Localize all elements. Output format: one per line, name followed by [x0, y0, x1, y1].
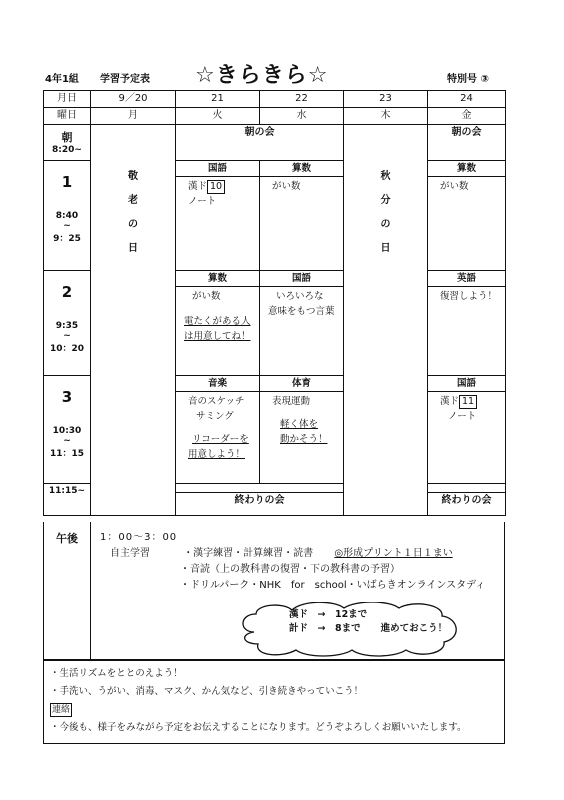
- holiday-mon: 敬 老 の 日: [91, 125, 176, 516]
- period-1: 1 8:40 ~ 9：25: [44, 161, 91, 271]
- note-line-2: ・手洗い、うがい、消毒、マスク、かん気など、引き続きやっていこう！: [50, 686, 364, 697]
- doc-type: 学習予定表: [100, 74, 150, 85]
- date-label: 月日: [44, 91, 91, 108]
- note-line-1: ・生活リズムをととのえよう！: [50, 668, 183, 679]
- notes-section: [43, 660, 505, 744]
- wed-p2: 国語 いろいろな 意味をもつ言葉: [260, 271, 344, 376]
- date-fri: 24: [428, 91, 506, 108]
- owari-no-kai-tue-wed: 終わりの会: [176, 484, 344, 516]
- weekday-wed: 水: [260, 108, 344, 125]
- period-3: 3 10:30 ~ 11：15: [44, 376, 91, 484]
- holiday-thu: 秋 分 の 日: [344, 125, 428, 516]
- weekday-fri: 金: [428, 108, 506, 125]
- date-thu: 23: [344, 91, 428, 108]
- cloud-text: 漢ド → 12まで 計ド → 8まで 進めておこう！: [289, 609, 448, 634]
- fri-p2: 英語 復習しよう！: [428, 271, 506, 376]
- note-line-3: ・今後も、様子をみながら予定をお伝えすることになります。どうぞよろしくお願いいたします。: [50, 722, 467, 733]
- morning-period: 朝 8:20~: [44, 125, 91, 161]
- wed-p3: 体育 表現運動 軽く体を 動かそう！: [260, 376, 344, 484]
- weekday-label: 曜日: [44, 108, 91, 125]
- weekday-thu: 木: [344, 108, 428, 125]
- period-2: 2 9:35 ~ 10：20: [44, 271, 91, 376]
- weekday-mon: 月: [91, 108, 176, 125]
- fri-p1: 算数 がい数: [428, 161, 506, 271]
- issue-label: 特別号 ③: [447, 74, 489, 85]
- wed-p1: 算数 がい数: [260, 161, 344, 271]
- page-title: ☆きらきら☆: [195, 63, 329, 88]
- tue-p1: 国語 漢ド 10 ノート: [176, 161, 260, 271]
- date-tue: 21: [176, 91, 260, 108]
- date-wed: 22: [260, 91, 344, 108]
- closing-period: 11:15~: [44, 484, 91, 516]
- tue-p2: 算数 がい数 電たくがある人 は用意してね！: [176, 271, 260, 376]
- tue-p3: 音楽 音のスケッチ サミング リコーダーを 用意しよう！: [176, 376, 260, 484]
- class-name: 4年1組: [45, 74, 79, 85]
- afternoon-content: 1：00～3：00 自主学習 ・漢字練習・計算練習・読書 ◎形成プリント１日１まい ・音読（上の教科書の復習・下の教科書の予習） ・ドリルパーク・NHK for school・いばらきオンラインスタディ: [100, 532, 486, 591]
- weekday-tue: 火: [176, 108, 260, 125]
- schedule-table: [43, 90, 506, 516]
- date-mon: 9／20: [91, 91, 176, 108]
- owari-no-kai-fri: 終わりの会: [428, 484, 506, 516]
- afternoon-section: [43, 522, 505, 660]
- renraku-label: 連絡: [52, 705, 71, 715]
- asa-no-kai-tue-wed: 朝の会: [176, 125, 344, 161]
- afternoon-label-cell: 午後: [44, 522, 91, 659]
- fri-p3: 国語 漢ド 11 ノート: [428, 376, 506, 484]
- asa-no-kai-fri: 朝の会: [428, 125, 506, 161]
